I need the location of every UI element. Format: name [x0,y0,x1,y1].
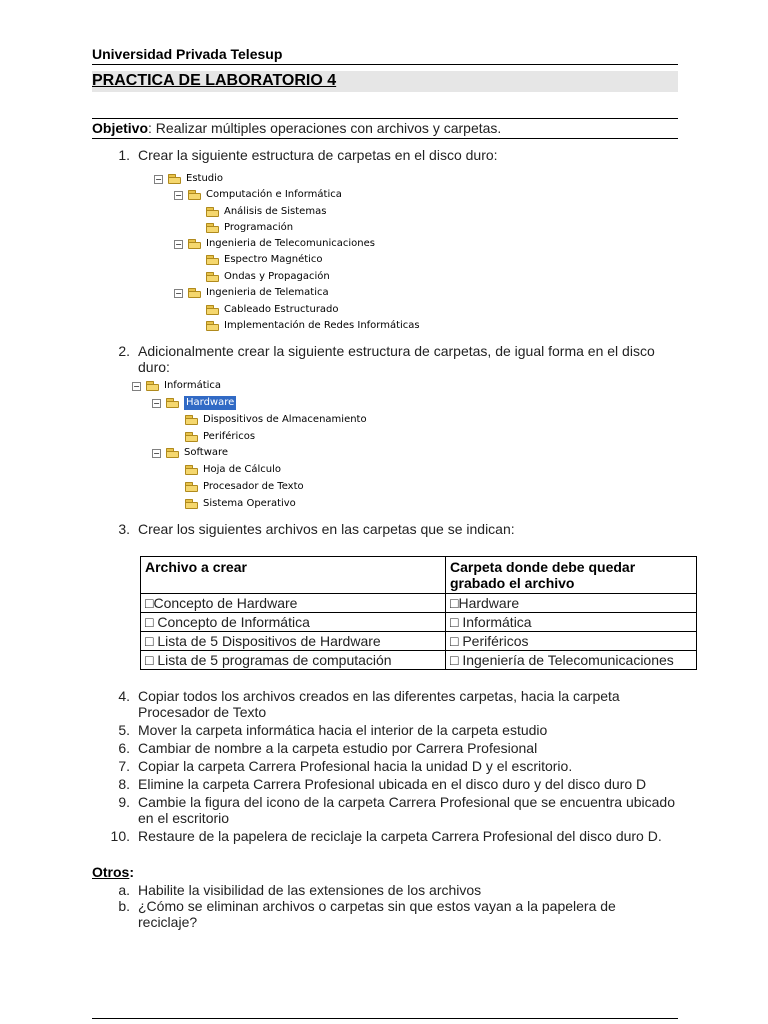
tree-node[interactable] [185,430,255,444]
tree-node[interactable] [132,379,221,393]
tree-node[interactable] [206,319,420,333]
task-item [92,147,678,163]
task-number: 8. [118,776,130,792]
table-row [141,651,697,670]
column-header: Archivo a crear [141,557,446,594]
folder-label: Espectro Magnético [224,254,323,265]
folder-icon [206,223,220,233]
objective-text: : Realizar múltiples operaciones con archivos y carpetas. [148,120,502,136]
table-cell: □ Concepto de Informática [141,613,446,632]
folder-label: Estudio [186,173,224,184]
task-list [92,521,678,537]
folder-label: Implementación de Redes Informáticas [224,320,420,331]
collapse-icon[interactable]: − [153,448,160,458]
folder-label: Dispositivos de Almacenamiento [203,414,367,425]
folder-icon [188,190,202,200]
folder-icon [185,499,199,509]
folder-icon [185,415,199,425]
task-text: Crear los siguientes archivos en las carpetas que se indican: [138,521,515,537]
tree-node[interactable] [152,396,236,410]
tree-node[interactable] [154,172,223,186]
university-name: Universidad Privada Telesup [92,46,678,65]
otros-list [92,882,678,930]
collapse-icon[interactable]: − [175,288,182,298]
otros-colon: : [129,864,135,880]
table-cell: □ Lista de 5 Dispositivos de Hardware [141,632,446,651]
collapse-icon[interactable]: − [175,190,182,200]
folder-label: Sistema Operativo [203,498,296,509]
folder-label: Hoja de Cálculo [203,464,282,475]
folder-icon [146,381,160,391]
table-cell: □ Periféricos [446,632,697,651]
tree-node[interactable] [185,463,281,477]
task-list [92,343,678,375]
task-item [92,722,678,738]
collapse-icon[interactable]: − [155,174,162,184]
folder-label: Análisis de Sistemas [224,206,327,217]
folder-icon [185,465,199,475]
task-list [92,688,678,844]
folder-icon [168,174,182,184]
folder-label: Ondas y Propagación [224,271,330,282]
folder-icon [206,255,220,265]
otros-title: Otros [92,864,130,880]
folder-icon [206,305,220,315]
otros-heading [92,864,678,882]
tree-node[interactable] [174,188,342,202]
table-row [141,613,697,632]
folder-label: Periféricos [203,431,256,442]
document-page [92,46,678,930]
task-text: Cambie la figura del icono de la carpeta Carrera Profesional que se encuentra ubicado en el escritorio [138,794,675,826]
folder-icon [188,239,202,249]
tree-node[interactable] [206,270,330,284]
table-row [141,632,697,651]
tree-node[interactable] [206,253,323,267]
table-header-row [141,557,697,594]
task-number: 4. [118,688,130,704]
folder-icon [206,321,220,331]
folder-label: Software [184,447,229,458]
folder-label: Procesador de Texto [203,481,304,492]
task-text: Elimine la carpeta Carrera Profesional ubicada en el disco duro y del disco duro D [138,776,647,792]
tree-node[interactable] [185,497,296,511]
table-row [141,594,697,613]
task-number: 1. [118,147,130,163]
task-item [92,521,678,537]
task-text: Cambiar de nombre a la carpeta estudio por Carrera Profesional [138,740,538,756]
collapse-icon[interactable]: − [175,239,182,249]
files-table [140,556,697,670]
task-text: Mover la carpeta informática hacia el interior de la carpeta estudio [138,722,548,738]
task-number: 5. [118,722,130,738]
folder-icon [166,398,180,408]
task-text: Restaure de la papelera de reciclaje la carpeta Carrera Profesional del disco duro D. [138,828,662,844]
folder-label: Informática [164,380,222,391]
folder-tree-informatica [92,375,678,515]
tree-node[interactable] [206,205,326,219]
folder-icon [206,272,220,282]
task-number: 7. [118,758,130,774]
task-number: 9. [118,794,130,810]
task-list [92,147,678,163]
footer-rule [92,1018,678,1019]
task-number: 6. [118,740,130,756]
folder-icon [166,448,180,458]
tree-node[interactable] [185,413,367,427]
folder-icon [188,288,202,298]
item-text: ¿Cómo se eliminan archivos o carpetas sin que estos vayan a la papelera de reciclaje? [138,898,616,930]
folder-icon [185,482,199,492]
task-item [92,740,678,756]
folder-label: Computación e Informática [206,189,342,200]
item-letter: a. [118,882,130,898]
item-letter: b. [118,898,130,914]
folder-icon [206,207,220,217]
otros-item [92,898,678,930]
collapse-icon[interactable]: − [133,381,140,391]
task-number: 10. [110,828,130,844]
tree-node[interactable] [152,446,228,460]
task-item [92,758,678,774]
objective [92,118,678,139]
item-text: Habilite la visibilidad de las extensiones de los archivos [138,882,482,898]
task-number: 2. [118,343,130,359]
tree-node[interactable] [174,237,375,251]
task-number: 3. [118,521,130,537]
folder-icon [185,432,199,442]
folder-label: Ingenieria de Telematica [206,287,329,298]
table-cell: □Hardware [446,594,697,613]
task-text: Adicionalmente crear la siguiente estructura de carpetas, de igual forma en el disco duro: [138,343,655,375]
table-cell: □Concepto de Hardware [141,594,446,613]
objective-label: Objetivo [92,120,149,136]
table-cell: □ Informática [446,613,697,632]
tree-node[interactable] [206,303,339,317]
folder-tree-estudio [92,167,678,337]
folder-label: Programación [224,222,294,233]
tree-node[interactable] [174,286,329,300]
collapse-icon[interactable]: − [153,398,160,408]
task-text: Copiar todos los archivos creados en las diferentes carpetas, hacia la carpeta Procesador de Texto [138,688,620,720]
table-cell: □ Lista de 5 programas de computación [141,651,446,670]
task-text: Crear la siguiente estructura de carpetas en el disco duro: [138,147,498,163]
column-header: Carpeta donde debe quedar grabado el archivo [446,557,697,594]
task-item [92,794,678,826]
otros-item [92,882,678,898]
task-item [92,776,678,792]
table-cell: □ Ingeniería de Telecomunicaciones [446,651,697,670]
task-item [92,828,678,844]
tree-node[interactable] [206,221,293,235]
folder-label-selected: Hardware [186,397,235,408]
task-item [92,688,678,720]
folder-label: Ingenieria de Telecomunicaciones [206,238,375,249]
tree-node[interactable] [185,480,304,494]
task-text: Copiar la carpeta Carrera Profesional hacia la unidad D y el escritorio. [138,758,573,774]
lab-title: PRACTICA DE LABORATORIO 4 [92,71,678,92]
task-item [92,343,678,375]
folder-label: Cableado Estructurado [224,304,339,315]
